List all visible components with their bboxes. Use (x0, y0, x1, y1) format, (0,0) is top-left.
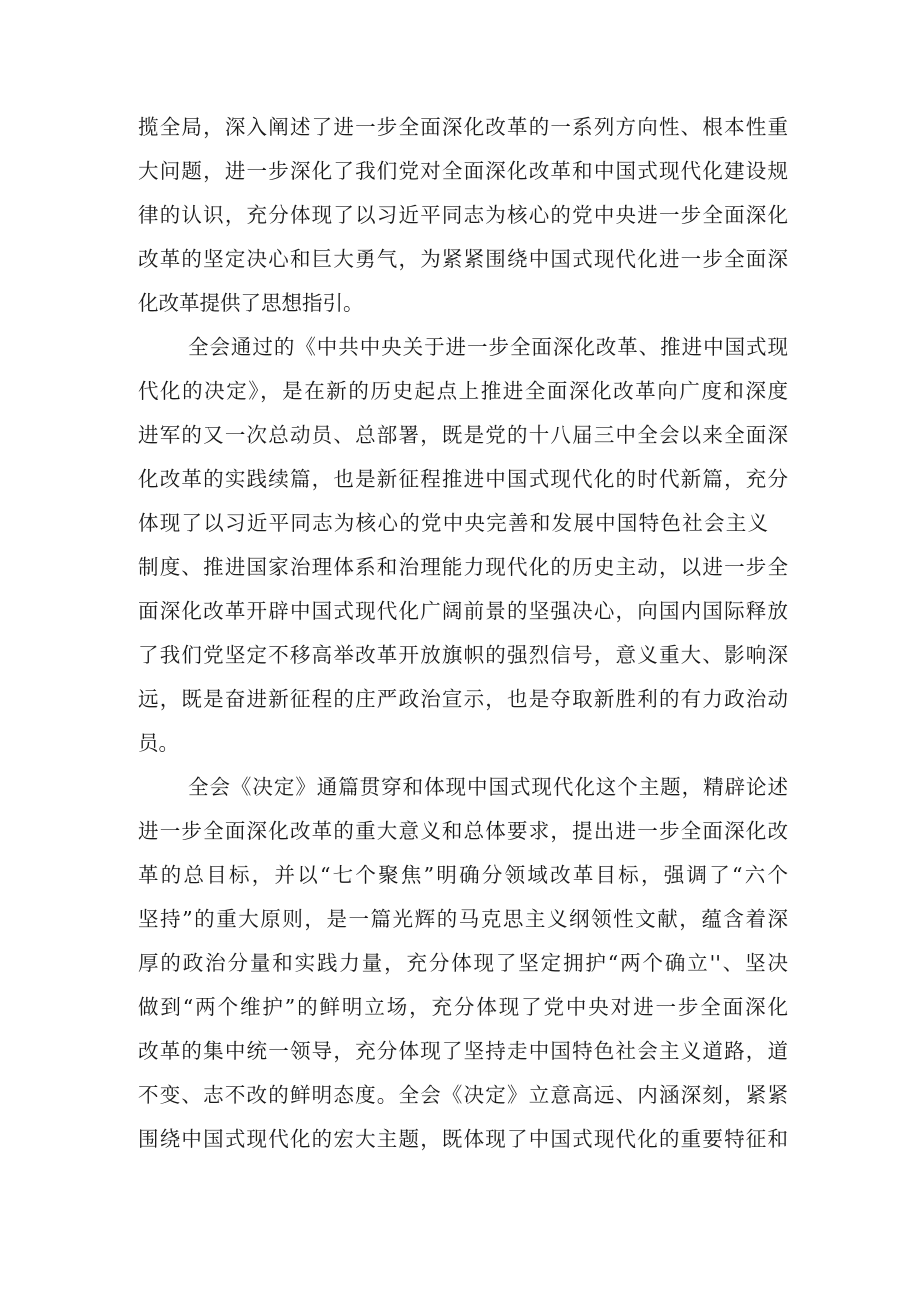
text-line: 做到“两个维护”的鲜明立场，充分体现了党中央对进一步全面深化 (138, 995, 788, 1019)
text-line: 化改革提供了思想指引。 (138, 291, 364, 315)
text-line: 揽全局，深入阐述了进一步全面深化改革的一系列方向性、根本性重 (138, 115, 788, 139)
text-line: 律的认识，充分体现了以习近平同志为核心的党中央进一步全面深化 (138, 203, 788, 227)
text-line: 改革的集中统一领导，充分体现了坚持走中国特色社会主义道路，道 (138, 1039, 788, 1063)
text-line: 进军的又一次总动员、总部署，既是党的十八届三中全会以来全面深 (138, 423, 788, 447)
text-line: 坚持”的重大原则，是一篇光辉的马克思主义纲领性文献，蕴含着深 (138, 907, 788, 931)
text-line: 围绕中国式现代化的宏大主题，既体现了中国式现代化的重要特征和 (138, 1127, 788, 1151)
text-line: 员。 (138, 731, 179, 755)
text-line: 改革的坚定决心和巨大勇气，为紧紧围绕中国式现代化进一步全面深 (138, 247, 788, 271)
text-line: 远，既是奋进新征程的庄严政治宣示，也是夺取新胜利的有力政治动 (138, 687, 788, 711)
text-line: 进一步全面深化改革的重大意义和总体要求，提出进一步全面深化改 (138, 819, 788, 843)
text-line: 了我们党坚定不移高举改革开放旗帜的强烈信号，意义重大、影响深 (138, 643, 788, 667)
text-line: 厚的政治分量和实践力量，充分体现了坚定拥护“两个确立''、坚决 (138, 951, 788, 975)
text-line: 化改革的实践续篇，也是新征程推进中国式现代化的时代新篇，充分 (138, 467, 788, 491)
text-line: 不变、志不改的鲜明态度。全会《决定》立意高远、内涵深刻，紧紧 (138, 1083, 788, 1107)
text-line: 革的总目标，并以“七个聚焦”明确分领域改革目标，强调了“六个 (138, 863, 788, 887)
text-line: 面深化改革开辟中国式现代化广阔前景的坚强决心，向国内国际释放 (138, 599, 788, 623)
text-line: 体现了以习近平同志为核心的党中央完善和发展中国特色社会主义 (138, 511, 768, 535)
text-line: 代化的决定》，是在新的历史起点上推进全面深化改革向广度和深度 (138, 379, 788, 403)
text-line: 大问题，进一步深化了我们党对全面深化改革和中国式现代化建设规 (138, 159, 788, 183)
paragraph-first-line: 全会《决定》通篇贯穿和体现中国式现代化这个主题，精辟论述 (188, 775, 788, 799)
text-line: 制度、推进国家治理体系和治理能力现代化的历史主动，以进一步全 (138, 555, 788, 579)
paragraph-first-line: 全会通过的《中共中央关于进一步全面深化改革、推进中国式现 (188, 335, 788, 359)
